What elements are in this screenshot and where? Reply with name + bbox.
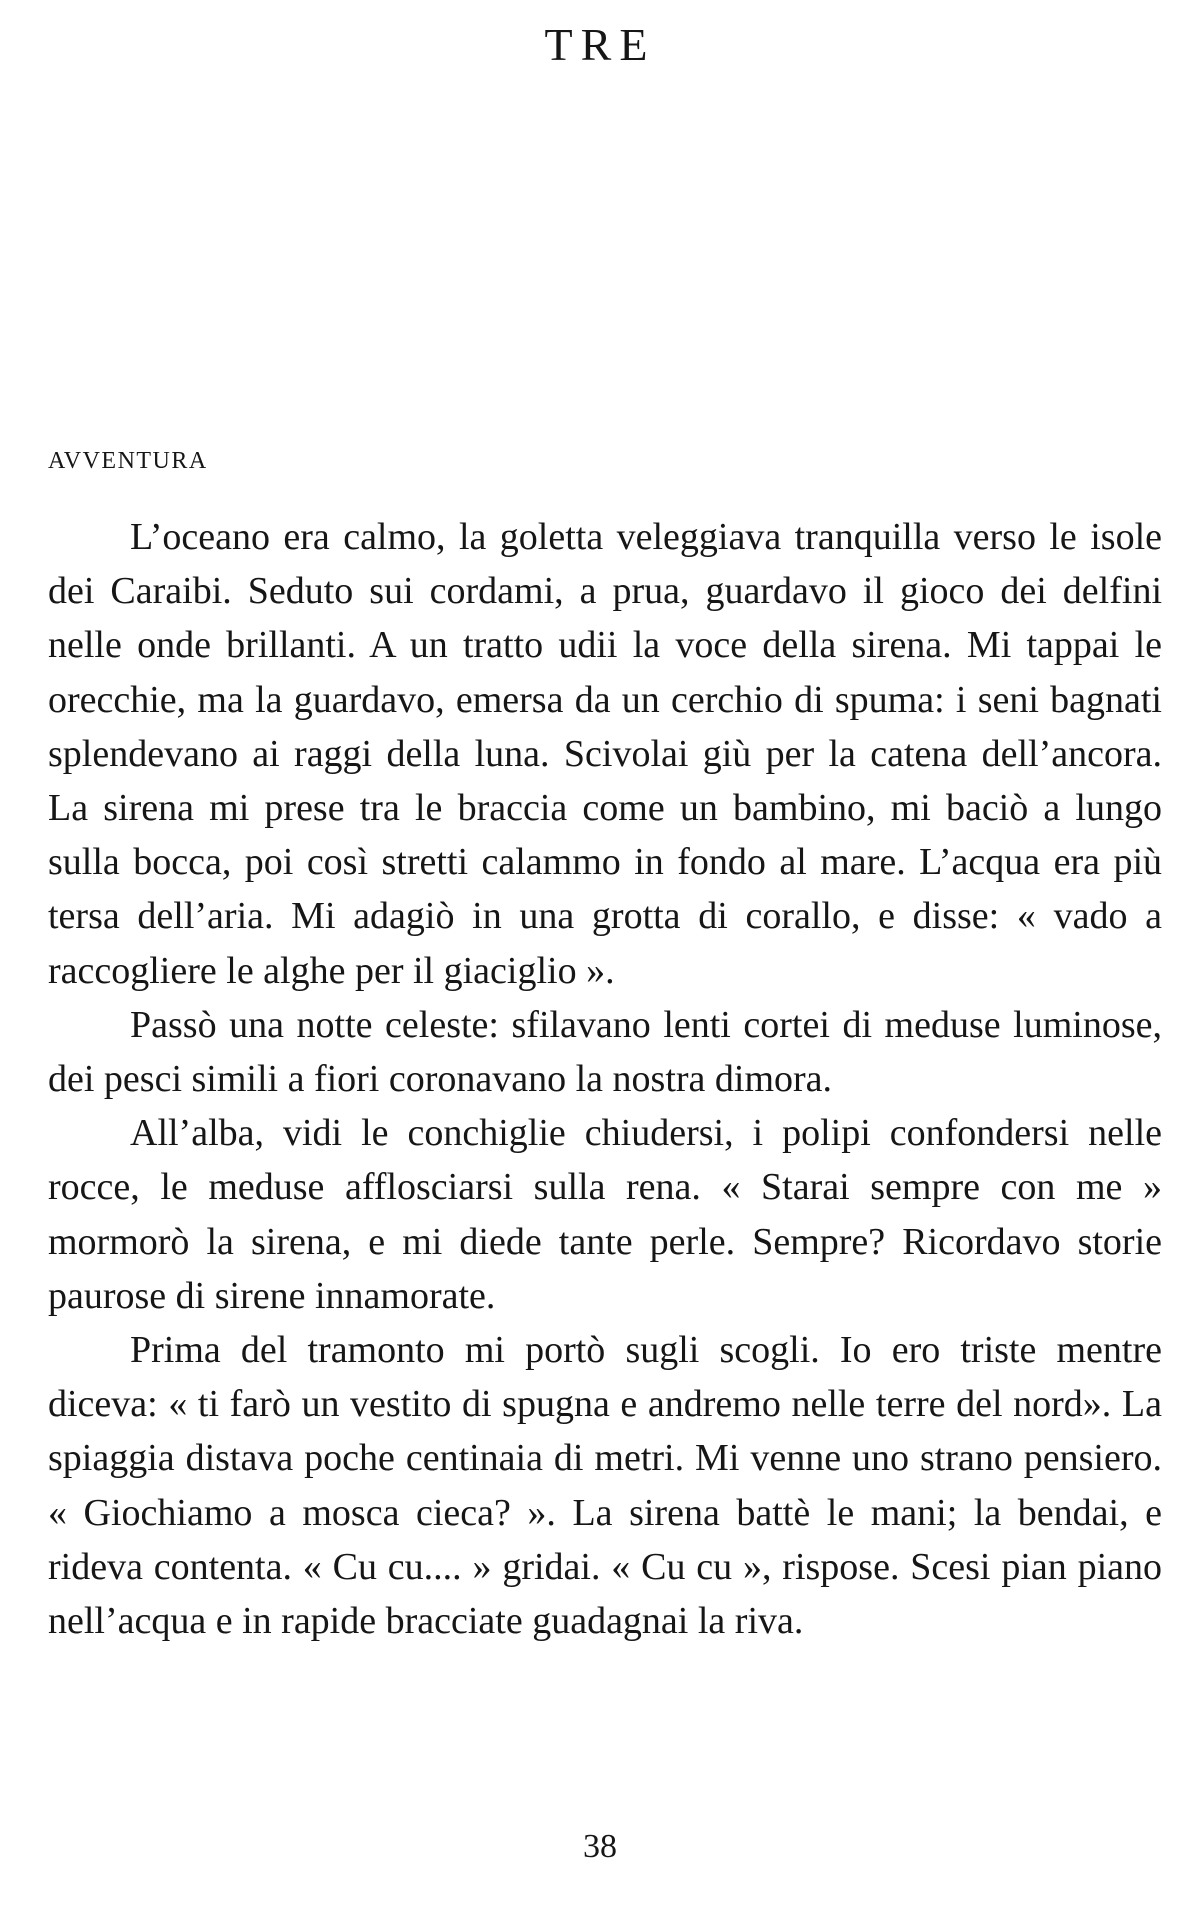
paragraph: All’alba, vidi le conchiglie chiudersi, i polipi confondersi nelle rocce, le meduse afflosciarsi sulla rena. « Starai sempre con me » mormorò la sirena, e mi diede tante perle. Sempre? Ricordavo storie paurose di sirene innamorate. <box>48 1112 1162 1317</box>
chapter-title: TRE <box>544 19 656 70</box>
section-heading: AVVENTURA <box>48 448 208 474</box>
page-number: 38 <box>583 1828 617 1865</box>
paragraph: L’oceano era calmo, la goletta veleggiava tranquilla verso le isole dei Caraibi. Seduto sui cordami, a prua, guardavo il gioco dei delfini nelle onde brillanti. A un tratto udii la voce della sirena. Mi tappai le orecchie, ma la guardavo, emersa da un cerchio di spuma: i seni bagnati splendevano ai raggi della luna. Scivolai giù per la catena dell’ancora. La sirena mi prese tra le braccia come un bambino, mi baciò a lungo sulla bocca, poi così stretti calammo in fondo al mare. L’acqua era più tersa dell’aria. Mi adagiò in una grotta di corallo, e disse: « vado a raccogliere le alghe per il giaciglio ». <box>48 516 1162 992</box>
story-text <box>48 510 1162 1648</box>
paragraph: Passò una notte celeste: sfilavano lenti cortei di meduse luminose, dei pesci simili a fiori coronavano la nostra dimora. <box>48 1003 1162 1101</box>
paragraph: Prima del tramonto mi portò sugli scogli. Io ero triste mentre diceva: « ti farò un vestito di spugna e andremo nelle terre del nord». La spiaggia distava poche centinaia di metri. Mi venne uno strano pensiero. « Giochiamo a mosca cieca? ». La sirena battè le mani; la bendai, e rideva contenta. « Cu cu.... » gridai. « Cu cu », rispose. Scesi pian piano nell’acqua e in rapide bracciate guadagnai la riva. <box>48 1329 1162 1643</box>
